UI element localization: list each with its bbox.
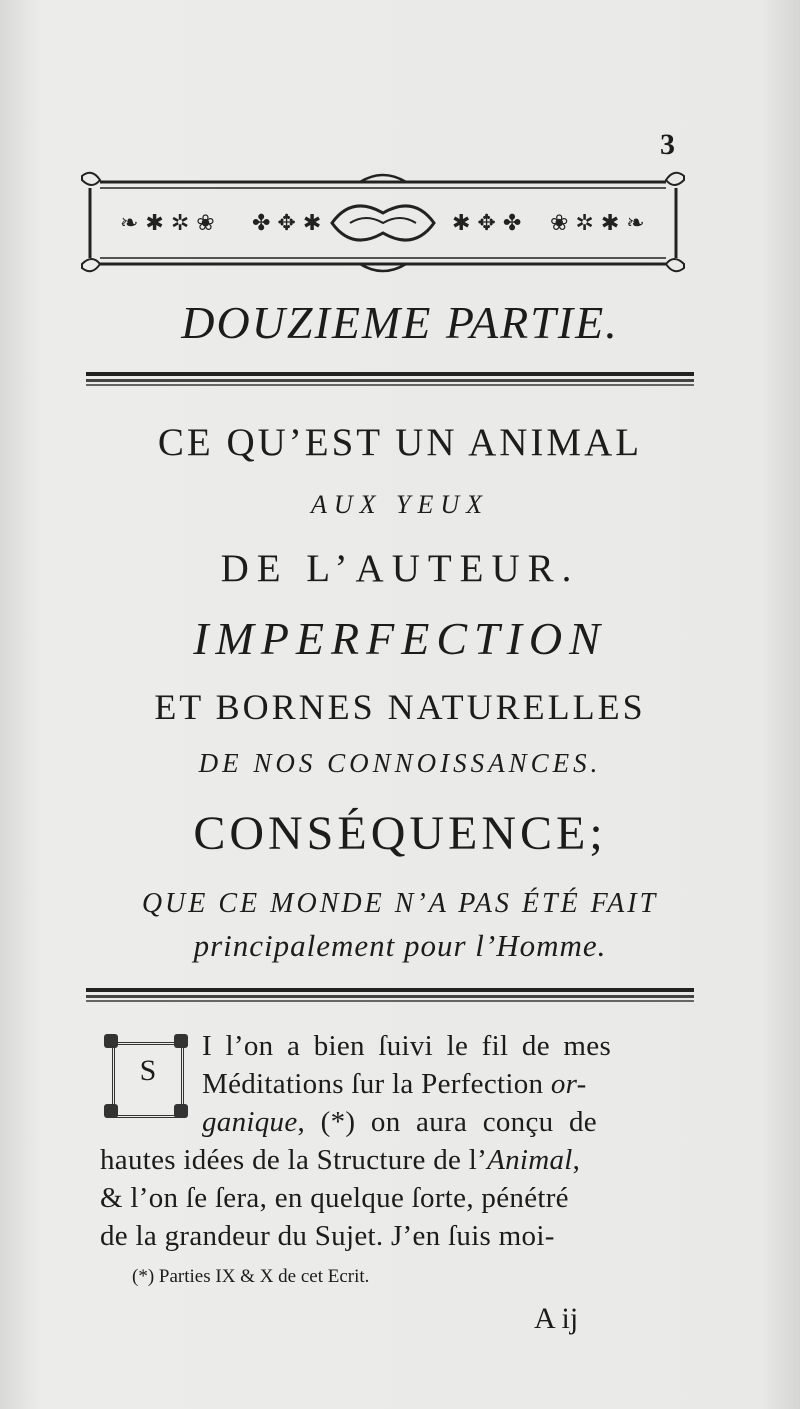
rule-bottom xyxy=(86,988,694,1002)
signature-mark: A ij xyxy=(534,1302,579,1335)
body-line-3 xyxy=(202,1106,597,1139)
body-line-4 xyxy=(100,1144,580,1177)
svg-text:✱ ✥ ✤: ✱ ✥ ✤ xyxy=(452,211,522,236)
body-line-2-text: Méditations ſur la Perfection xyxy=(202,1068,551,1100)
svg-text:✤ ✥ ✱: ✤ ✥ ✱ xyxy=(252,211,322,236)
page-number: 3 xyxy=(660,128,675,161)
body-line-3-text: , (*) on aura conçu de xyxy=(297,1106,597,1138)
body-line-2 xyxy=(202,1068,587,1101)
heading-line-9: principalement pour l’Homme. xyxy=(193,928,607,963)
body-line-5: & l’on ſe ſera, en quelque ſorte, pénétré xyxy=(100,1182,569,1214)
drop-cap xyxy=(100,1034,192,1122)
drop-cap-letter: S xyxy=(139,1054,157,1087)
body-line-3-italic: ganique xyxy=(202,1106,298,1138)
heading-line-2: AUX YEUX xyxy=(310,490,490,519)
body-line-4-comma: , xyxy=(572,1144,581,1176)
svg-text:❧ ✱ ✲ ❀: ❧ ✱ ✲ ❀ xyxy=(120,211,215,236)
body-line-1: I l’on a bien ſuivi le fil de mes xyxy=(202,1030,612,1062)
body-line-4-italic: Animal xyxy=(487,1144,573,1176)
part-title: DOUZIEME PARTIE. xyxy=(181,297,619,348)
body-line-6: de la grandeur du Sujet. J’en ſuis moi- xyxy=(100,1220,555,1252)
rule-top xyxy=(86,372,694,386)
body-line-2-italic: or- xyxy=(550,1068,587,1100)
heading-line-7: CONSÉQUENCE; xyxy=(193,807,607,860)
heading-line-1: CE QU’EST UN ANIMAL xyxy=(157,421,643,464)
svg-text:❀ ✲ ✱ ❧: ❀ ✲ ✱ ❧ xyxy=(550,211,645,236)
heading-line-4: IMPERFECTION xyxy=(193,613,607,664)
heading-line-5: ET BORNES NATURELLES xyxy=(154,687,646,727)
heading-line-3: DE L’AUTEUR. xyxy=(220,547,580,590)
footnote: (*) Parties IX & X de cet Ecrit. xyxy=(132,1266,370,1287)
heading-line-8: QUE CE MONDE N’A PAS ÉTÉ FAIT xyxy=(141,888,659,919)
heading-line-6: DE NOS CONNOISSANCES. xyxy=(198,748,602,778)
printers-ornament-band xyxy=(80,168,686,278)
body-line-4-text: hautes idées de la Structure de l’ xyxy=(100,1144,488,1176)
